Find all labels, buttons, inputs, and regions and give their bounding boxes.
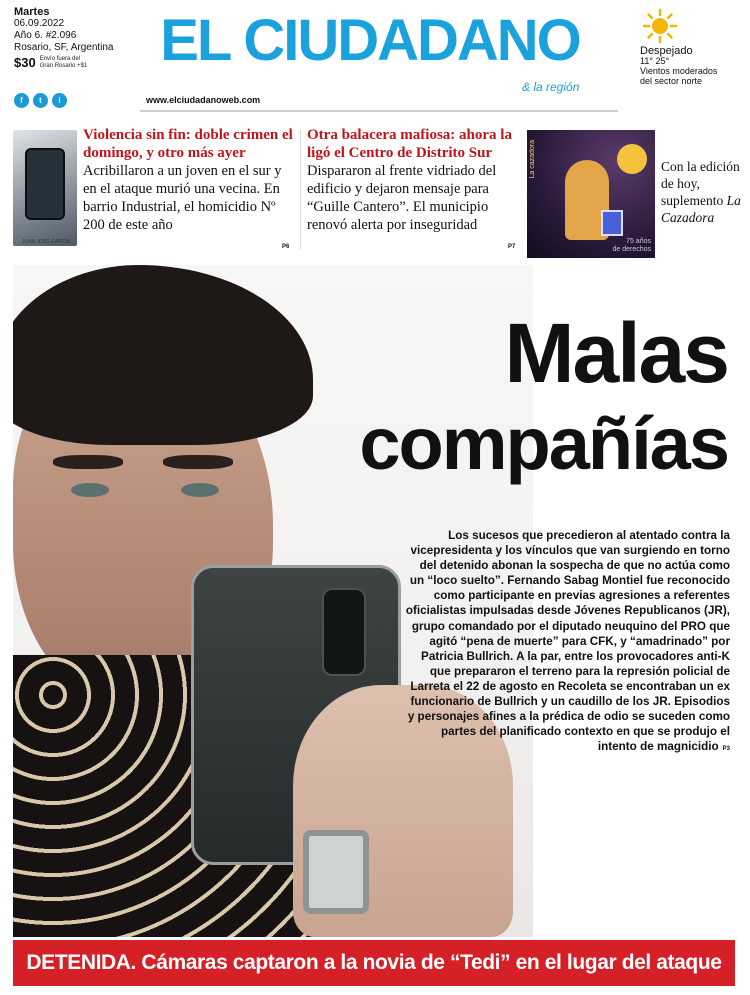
website-link[interactable]: www.elciudadanoweb.com — [146, 95, 261, 105]
sun-icon — [642, 8, 678, 44]
teaser-1-photo — [13, 130, 77, 246]
photo-phone-camera — [322, 588, 366, 676]
weather-condition: Despejado — [640, 45, 693, 57]
issue-date: 06.09.2022 — [14, 18, 65, 29]
photo-eye-right — [181, 483, 219, 497]
issue-info — [14, 6, 134, 70]
photo-credit: JUAN JOSÉ GARCÍA — [22, 239, 71, 245]
main-page-ref: P3 — [722, 746, 730, 753]
facebook-icon[interactable]: f — [14, 93, 29, 108]
weather-wind-2: del sector norte — [640, 76, 703, 86]
main-headline[interactable] — [283, 305, 728, 487]
instagram-icon[interactable]: i — [52, 93, 67, 108]
promo-sun-graphic — [617, 144, 647, 174]
teaser-1-page-ref: P6 — [282, 244, 290, 250]
brand-name: EL CIUDADANO — [160, 8, 580, 73]
price-note-line-2: Gran Rosario +$1 — [39, 63, 88, 69]
photo-brow-right — [163, 455, 233, 469]
teasers-row — [0, 118, 750, 264]
teaser-2-headline[interactable]: Otra balacera mafiosa: ahora la ligó el Centro de Distrito Sur — [307, 127, 512, 161]
teaser-2-body: Dispararon al frente vidriado del edificio y dejaron mensaje para “Guille Cantero”. El municipio renovó alerta por inseguridad — [307, 163, 497, 233]
promo-text-2: La Cazadora — [661, 193, 741, 225]
issue-day: Martes — [14, 6, 50, 18]
bottom-banner[interactable]: DETENIDA. Cámaras captaron a la novia de “Tedi” en el lugar del ataque — [13, 940, 735, 986]
twitter-icon[interactable]: t — [33, 93, 48, 108]
photo-eye-left — [71, 483, 109, 497]
promo-years-1: 75 años — [626, 238, 651, 245]
supplement-promo-text — [661, 158, 743, 226]
photo-brow-left — [53, 455, 123, 469]
supplement-cover[interactable] — [527, 130, 655, 258]
promo-years-2: de derechos — [612, 246, 651, 253]
teaser-1-body: Acribillaron a un joven en el sur y en el ataque murió una vecina. En barrio Industrial, el homicidio Nº 200 de este año — [83, 163, 282, 233]
issue-number: Año 6. #2.096 — [14, 30, 77, 41]
masthead-divider — [140, 110, 618, 112]
promo-text-1: Con la edición de hoy, suplemento — [661, 159, 740, 208]
weather-wind-1: Vientos moderados — [640, 66, 718, 76]
teaser-1[interactable] — [83, 126, 295, 234]
brand-subtitle: & la región — [522, 80, 580, 94]
main-story — [13, 265, 735, 937]
weather-temps: 11° 25° — [640, 56, 670, 66]
photo-hair — [13, 265, 313, 445]
phone-image — [25, 148, 65, 220]
social-links — [14, 93, 67, 108]
teaser-divider — [300, 130, 301, 250]
price-note — [40, 56, 88, 70]
photo-ring — [303, 830, 369, 914]
weather-box — [640, 8, 750, 86]
price: $30 — [14, 55, 36, 70]
main-headline-line-1: Malas — [504, 306, 728, 400]
main-lead — [403, 528, 730, 757]
promo-side-title: La cazadora — [529, 140, 536, 179]
issue-location: Rosario, SF, Argentina — [14, 42, 114, 53]
masthead — [0, 0, 750, 118]
main-headline-line-2: compañías — [359, 402, 728, 485]
promo-years — [612, 238, 651, 254]
teaser-2-page-ref: P7 — [508, 244, 516, 250]
teaser-1-headline[interactable]: Violencia sin fin: doble crimen el domingo, y otro más ayer — [83, 127, 293, 161]
promo-lantern-graphic — [601, 210, 623, 236]
brand-logo — [140, 8, 600, 78]
price-note-line-1: Envío fuera del — [39, 56, 81, 62]
main-lead-text: Los sucesos que precedieron al atentado contra la vicepresidenta y los vínculos que van surgiendo en torno del detenido abonan la sospecha de que no actúa como un “loco suelto”. Fernando Sabag Montiel fue reconocido como participante en previas agresiones a referentes oficialistas impulsadas desde Jóvenes Republicanos (JR), grupo comandado por el diputado neuquino del PRO que agitó “pena de muerte” para CFK, y “amadrinado” por Patricia Bullrich. A la par, entre los provocadores anti-K que prepararon el terreno para la represión policial de Larreta el 22 de agosto en Recoleta se encontraban un ex funcionario de Bullrich y un caudillo de los JR. Episodios y personajes afines a la prédica de odio se suceden como partes del planificado contexto en que se produjo el intento de magnicidio — [405, 529, 730, 754]
teaser-2[interactable] — [307, 126, 517, 234]
price-row — [14, 56, 134, 70]
